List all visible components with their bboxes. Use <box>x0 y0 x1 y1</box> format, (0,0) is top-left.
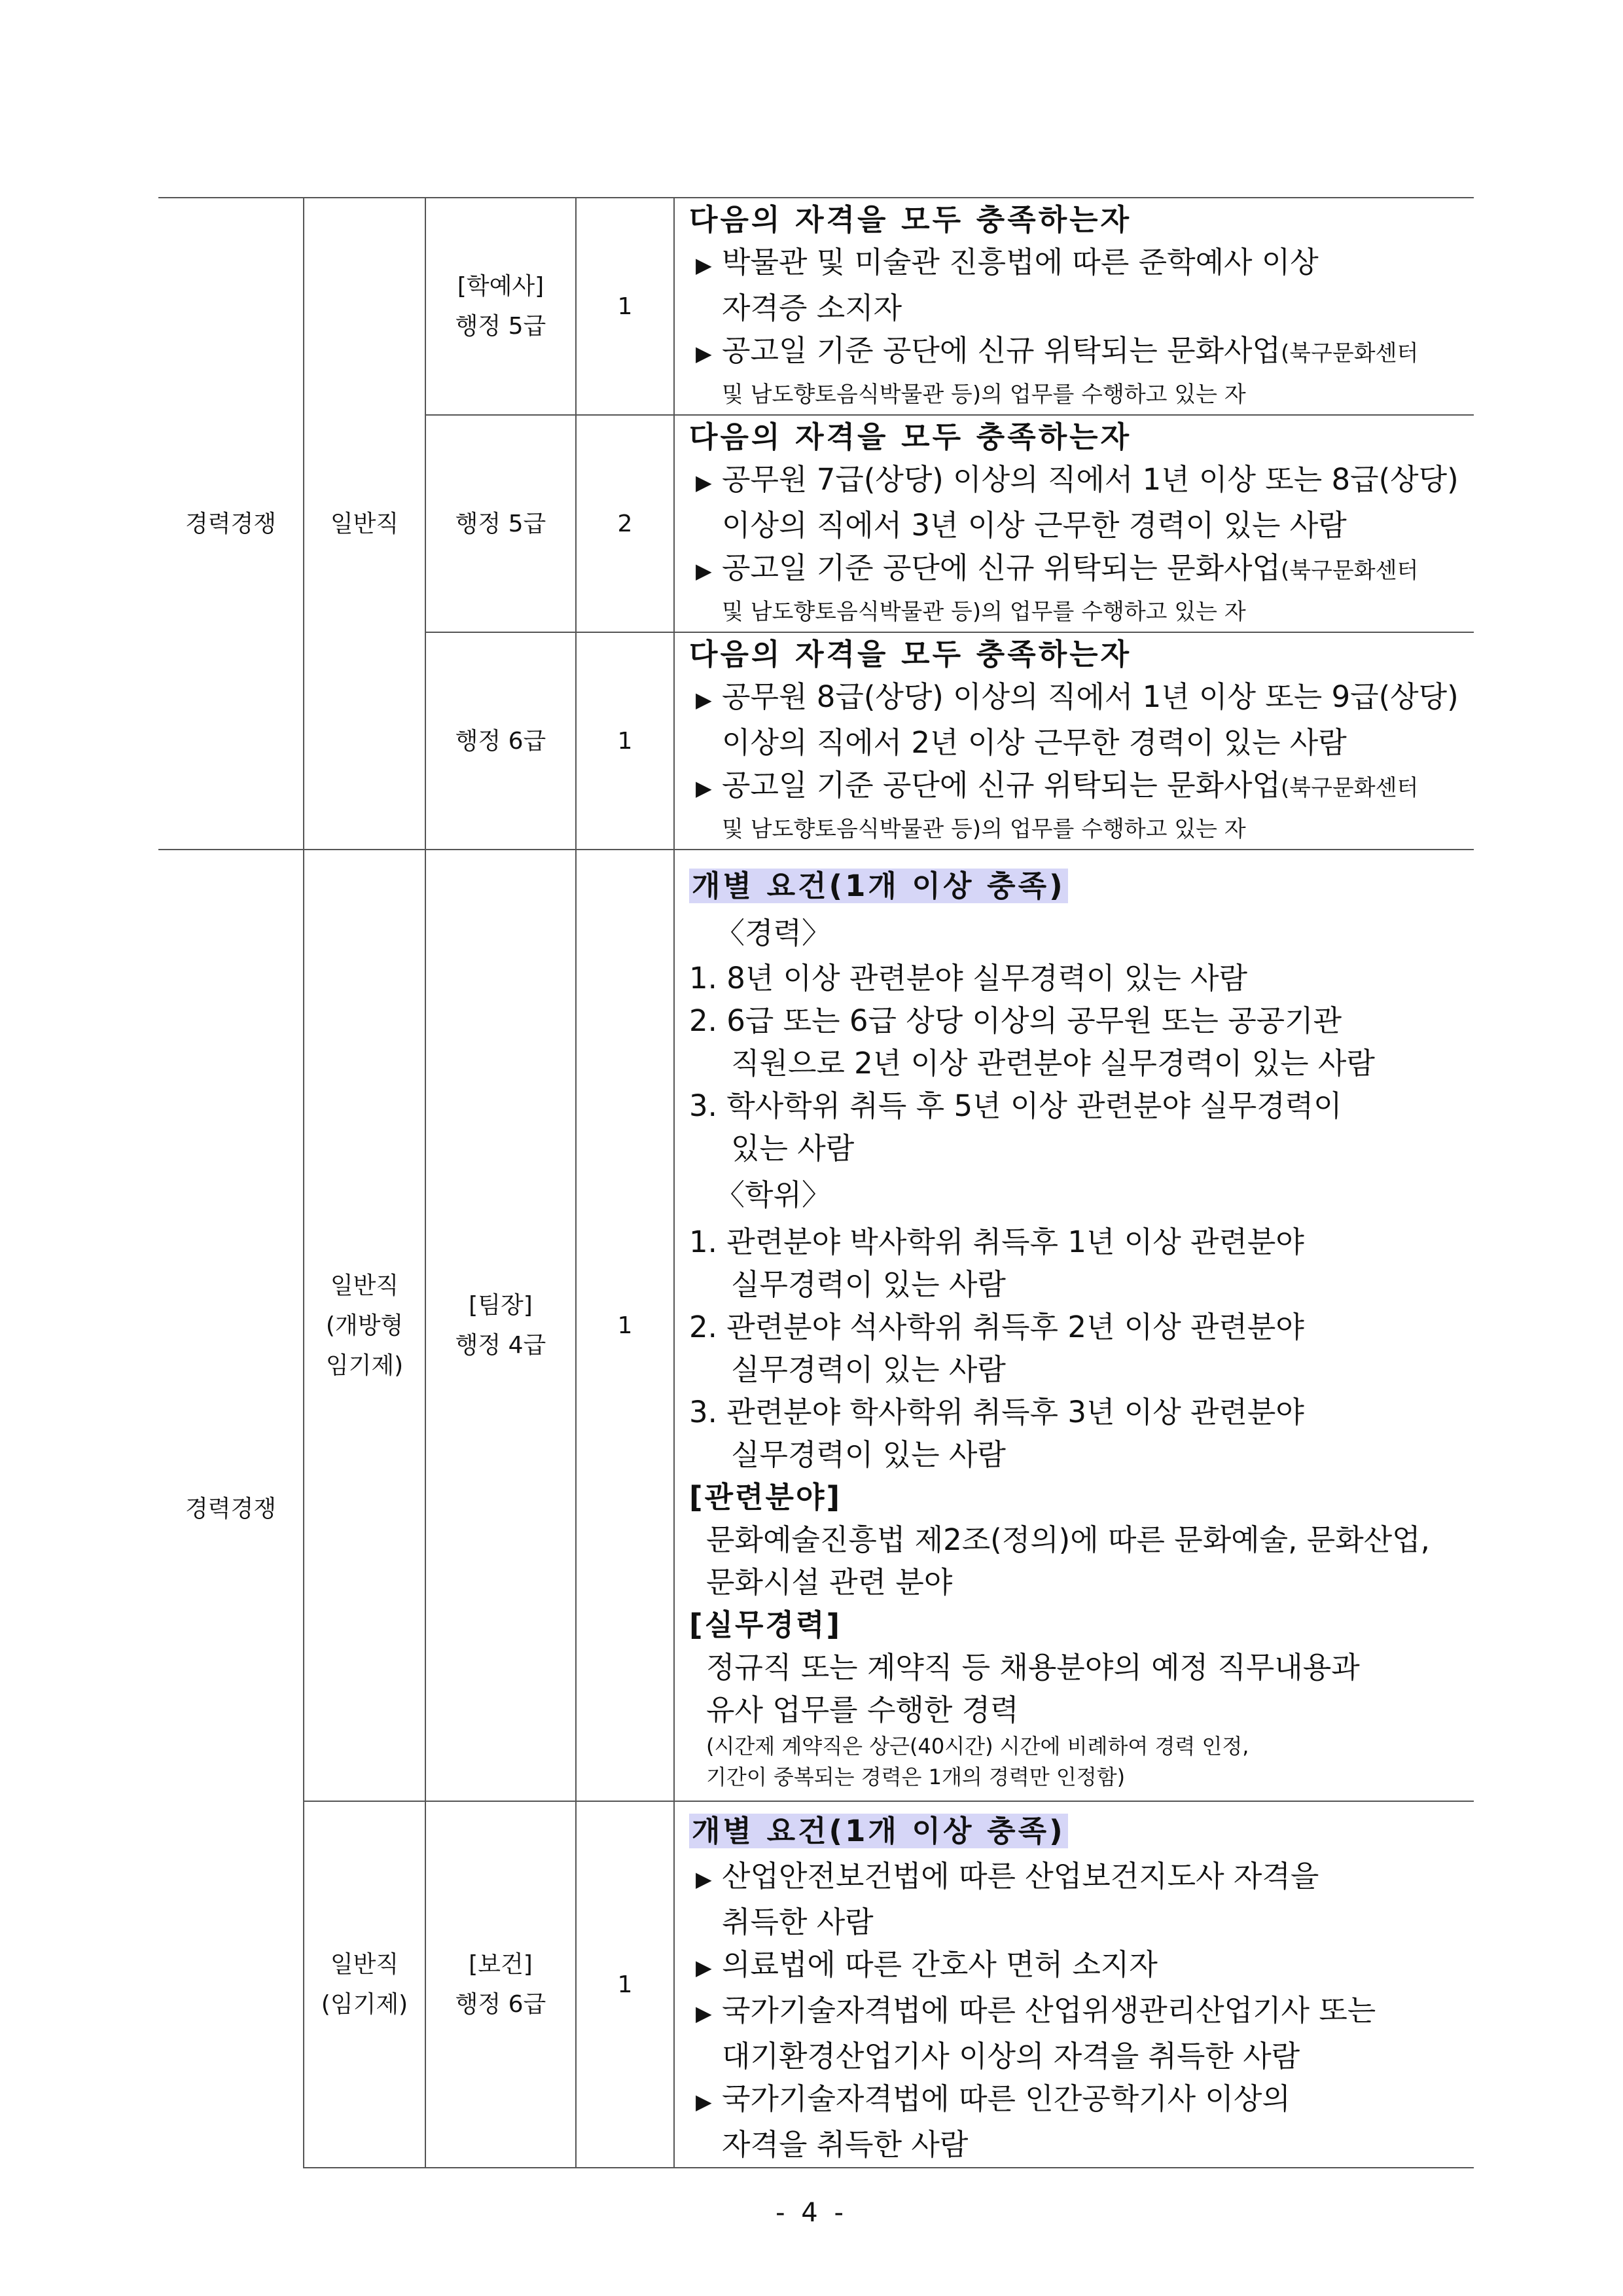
experience-note: (시간제 계약직은 상근(40시간) 시간에 비례하여 경력 인정, <box>706 1733 1249 1759</box>
position-grade: 행정 4급 <box>455 1332 546 1359</box>
bullet-triangle-icon: ▶ <box>696 253 712 278</box>
requirements-cell <box>674 1801 1474 2168</box>
field-label: [관련분야] <box>689 1479 842 1515</box>
position-prefix: [팀장] <box>469 1292 533 1319</box>
position-cell: 행정 6급 <box>425 632 576 850</box>
field-line: 문화예술진흥법 제2조(정의)에 따른 문화예술, 문화산업, <box>706 1522 1430 1557</box>
requirement-line: 공무원 7급(상당) 이상의 직에서 1년 이상 또는 8급(상당) <box>722 462 1459 497</box>
category-line: 임기제) <box>325 1352 404 1379</box>
requirement-line-note: (북구문화센터 <box>1280 558 1419 584</box>
category-line: 일반직 <box>330 1951 399 1978</box>
recruit-type-cell: 경력경쟁 <box>158 198 304 850</box>
recruitment-table <box>158 197 1474 2168</box>
requirement-line: 취득한 사람 <box>722 1904 874 1939</box>
requirements-cell <box>674 198 1474 415</box>
headcount-cell: 1 <box>576 632 674 850</box>
career-label: 〈경력〉 <box>715 915 831 950</box>
requirement-line: 공고일 기준 공단에 신규 위탁되는 문화사업 <box>722 768 1281 802</box>
requirement-heading: 다음의 자격을 모두 충족하는자 <box>689 420 1132 454</box>
degree-label: 〈학위〉 <box>715 1177 831 1212</box>
requirement-line-note: (북구문화센터 <box>1280 340 1419 367</box>
requirements-cell <box>674 850 1474 1801</box>
table-row <box>158 198 1474 415</box>
requirement-heading: 다음의 자격을 모두 충족하는자 <box>689 637 1132 672</box>
requirement-line: 국가기술자격법에 따른 산업위생관리산업기사 또는 <box>722 1992 1376 2028</box>
degree-line: 실무경력이 있는 사람 <box>731 1437 1006 1472</box>
requirement-line: 국가기술자격법에 따른 인간공학기사 이상의 <box>722 2081 1291 2116</box>
degree-line: 실무경력이 있는 사람 <box>731 1352 1006 1387</box>
position-cell <box>425 198 576 415</box>
position-grade: 행정 6급 <box>455 1991 546 2018</box>
bullet-triangle-icon: ▶ <box>696 776 712 800</box>
page-number: - 4 - <box>776 2198 847 2228</box>
requirements-cell <box>674 415 1474 632</box>
requirement-line: 및 남도향토음식박물관 등)의 업무를 수행하고 있는 자 <box>722 599 1246 625</box>
headcount-cell: 2 <box>576 415 674 632</box>
experience-line: 유사 업무를 수행한 경력 <box>706 1692 1019 1727</box>
headcount-cell: 1 <box>576 850 674 1801</box>
requirement-heading: 개별 요건(1개 이상 충족) <box>689 869 1068 903</box>
requirement-line: 및 남도향토음식박물관 등)의 업무를 수행하고 있는 자 <box>722 382 1246 408</box>
requirement-line: 자격을 취득한 사람 <box>722 2126 969 2162</box>
bullet-triangle-icon: ▶ <box>696 2089 712 2114</box>
table-row <box>158 850 1474 1801</box>
requirement-heading: 개별 요건(1개 이상 충족) <box>689 1814 1068 1848</box>
career-line: 1. 8년 이상 관련분야 실무경력이 있는 사람 <box>689 960 1247 996</box>
degree-line: 2. 관련분야 석사학위 취득후 2년 이상 관련분야 <box>689 1309 1304 1344</box>
job-category-cell <box>304 1801 425 2168</box>
bullet-triangle-icon: ▶ <box>696 470 712 495</box>
experience-label: [실무경력] <box>689 1607 842 1642</box>
degree-line: 1. 관련분야 박사학위 취득후 1년 이상 관련분야 <box>689 1224 1304 1259</box>
job-category-cell: 일반직 <box>304 198 425 850</box>
category-line: (임기제) <box>321 1991 408 2018</box>
recruit-type-cell: 경력경쟁 <box>158 850 304 2168</box>
requirement-line: 공무원 8급(상당) 이상의 직에서 1년 이상 또는 9급(상당) <box>722 679 1459 714</box>
category-line: 일반직 <box>330 1272 399 1299</box>
table-row <box>158 1801 1474 2168</box>
category-line: (개방형 <box>325 1312 404 1339</box>
requirement-line: 대기환경산업기사 이상의 자격을 취득한 사람 <box>722 2038 1300 2073</box>
requirement-line: 산업안전보건법에 따른 산업보건지도사 자격을 <box>722 1858 1319 1893</box>
requirements-cell <box>674 632 1474 850</box>
degree-line: 3. 관련분야 학사학위 취득후 3년 이상 관련분야 <box>689 1394 1304 1429</box>
job-category-cell <box>304 850 425 1801</box>
requirement-line: 박물관 및 미술관 진흥법에 따른 준학예사 이상 <box>722 245 1319 279</box>
experience-line: 정규직 또는 계약직 등 채용분야의 예정 직무내용과 <box>706 1649 1360 1685</box>
requirement-line-note: (북구문화센터 <box>1280 775 1419 801</box>
headcount-cell: 1 <box>576 1801 674 2168</box>
experience-note: 기간이 중복되는 경력은 1개의 경력만 인정함) <box>706 1764 1126 1789</box>
requirement-line: 자격증 소지자 <box>722 291 902 325</box>
requirement-line: 공고일 기준 공단에 신규 위탁되는 문화사업 <box>722 333 1281 368</box>
career-line: 3. 학사학위 취득 후 5년 이상 관련분야 실무경력이 <box>689 1088 1342 1123</box>
degree-line: 실무경력이 있는 사람 <box>731 1266 1006 1302</box>
position-cell <box>425 850 576 1801</box>
field-line: 문화시설 관련 분야 <box>706 1564 953 1600</box>
requirement-line: 이상의 직에서 2년 이상 근무한 경력이 있는 사람 <box>722 725 1347 760</box>
bullet-triangle-icon: ▶ <box>696 1866 712 1892</box>
position-prefix: [보건] <box>469 1951 533 1978</box>
bullet-triangle-icon: ▶ <box>696 558 712 583</box>
position-cell: 행정 5급 <box>425 415 576 632</box>
position-cell <box>425 1801 576 2168</box>
requirement-line: 의료법에 따른 간호사 면허 소지자 <box>722 1946 1158 1982</box>
career-line: 있는 사람 <box>731 1130 855 1166</box>
bullet-triangle-icon: ▶ <box>696 2000 712 2026</box>
bullet-triangle-icon: ▶ <box>696 1954 712 1980</box>
bullet-triangle-icon: ▶ <box>696 341 712 366</box>
position-grade: 행정 5급 <box>455 313 546 340</box>
requirement-line: 공고일 기준 공단에 신규 위탁되는 문화사업 <box>722 550 1281 585</box>
bullet-triangle-icon: ▶ <box>696 687 712 712</box>
position-prefix: [학예사] <box>457 273 544 300</box>
requirement-heading: 다음의 자격을 모두 충족하는자 <box>689 202 1132 237</box>
requirement-line: 및 남도향토음식박물관 등)의 업무를 수행하고 있는 자 <box>722 816 1246 842</box>
headcount-cell: 1 <box>576 198 674 415</box>
career-line: 직원으로 2년 이상 관련분야 실무경력이 있는 사람 <box>731 1045 1375 1081</box>
requirement-line: 이상의 직에서 3년 이상 근무한 경력이 있는 사람 <box>722 508 1347 543</box>
career-line: 2. 6급 또는 6급 상당 이상의 공무원 또는 공공기관 <box>689 1003 1342 1038</box>
